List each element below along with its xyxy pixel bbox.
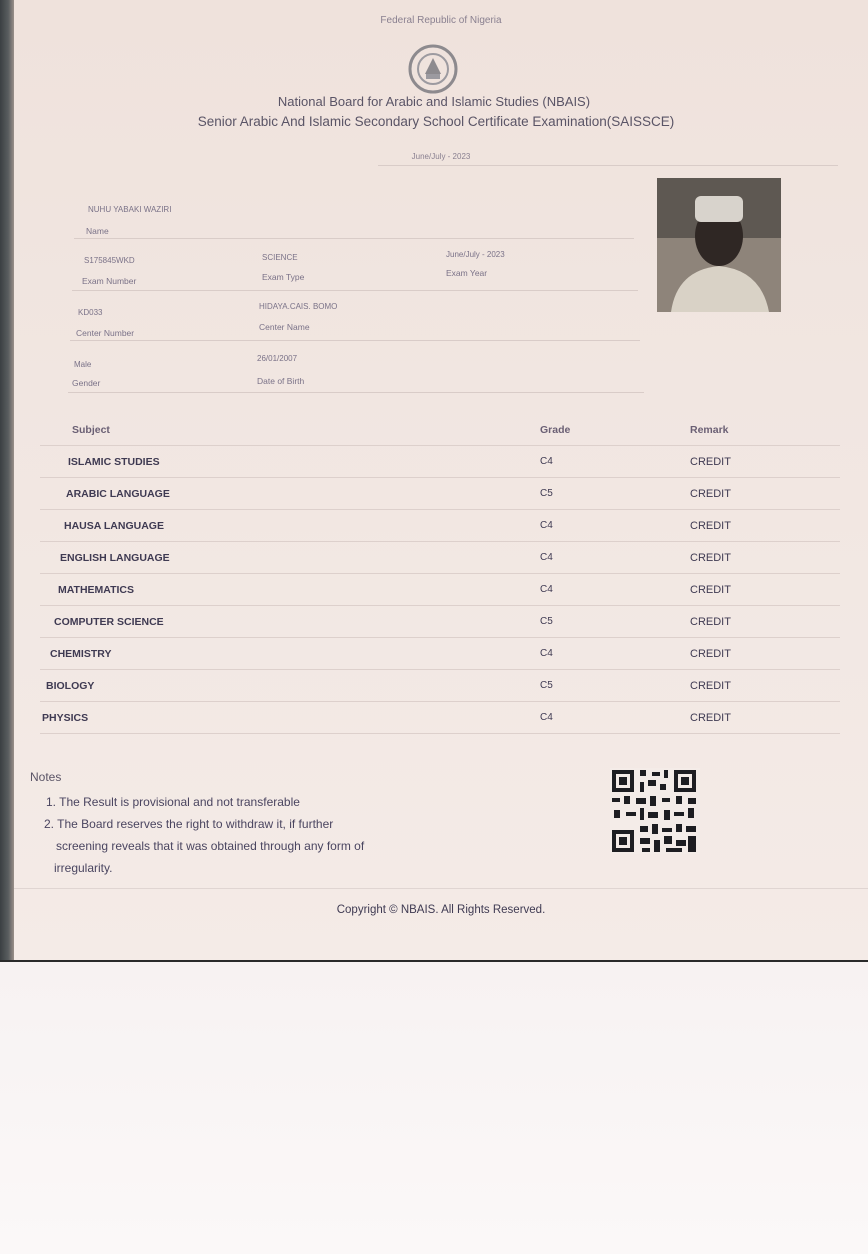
note-line: 2. The Board reserves the right to withdraw it, if further [44,817,334,831]
candidate-name: NUHU YABAKI WAZIRI [88,205,172,214]
background-surface [0,962,868,1254]
exam-type: SCIENCE [262,253,298,262]
remark-cell: CREDIT [690,510,840,542]
candidate-photo [657,178,781,312]
note-line: screening reveals that it was obtained through any form of [56,839,365,853]
table-row [40,606,840,638]
note-line: irregularity. [54,861,113,875]
grade-cell: C4 [540,446,690,478]
table-row [40,638,840,670]
remark-cell: CREDIT [690,478,840,510]
subject-cell: HAUSA LANGUAGE [40,510,540,542]
session-label: June/July - 2023 [411,152,471,161]
gender-label: Gender [72,378,101,388]
subject-cell: ENGLISH LANGUAGE [40,542,540,574]
subject-cell: ARABIC LANGUAGE [40,478,540,510]
grade-cell: C5 [540,606,690,638]
copyright-text: Copyright © NBAIS. All Rights Reserved. [336,904,546,916]
remark-cell: CREDIT [690,574,840,606]
qr-code-icon [610,768,700,854]
photo-left-edge [0,0,14,960]
subject-cell: BIOLOGY [40,670,540,702]
result-sheet [14,0,868,962]
exam-title: Senior Arabic And Islamic Secondary School Certificate Examination(SAISSCE) [197,114,675,129]
name-label: Name [86,226,109,236]
table-row [40,542,840,574]
date-of-birth-label: Date of Birth [257,376,305,386]
divider [378,165,838,166]
results-table [40,414,840,734]
subject-header: Subject [40,414,540,446]
grade-cell: C5 [540,478,690,510]
nbais-seal-icon [408,44,458,94]
subject-cell: COMPUTER SCIENCE [40,606,540,638]
exam-number: S175845WKD [84,256,135,265]
remark-cell: CREDIT [690,446,840,478]
candidate-portrait-icon [657,178,781,312]
grade-cell: C5 [540,670,690,702]
organization-title: National Board for Arabic and Islamic Studies (NBAIS) [277,94,591,109]
grade-cell: C4 [540,510,690,542]
remark-cell: CREDIT [690,638,840,670]
gender: Male [74,360,92,369]
table-row [40,702,840,734]
remark-cell: CREDIT [690,670,840,702]
date-of-birth: 26/01/2007 [257,354,298,363]
table-row [40,510,840,542]
notes-title: Notes [30,770,62,784]
grade-cell: C4 [540,638,690,670]
divider [72,290,638,291]
table-row [40,574,840,606]
note-line: 1. The Result is provisional and not transferable [46,795,300,809]
divider [74,238,634,239]
exam-type-label: Exam Type [262,272,305,282]
grade-header: Grade [540,414,690,446]
divider [68,392,644,393]
grade-cell: C4 [540,702,690,734]
table-header-row [40,414,840,446]
table-row [40,670,840,702]
grade-cell: C4 [540,574,690,606]
subject-cell: MATHEMATICS [40,574,540,606]
subject-cell: PHYSICS [40,702,540,734]
remark-cell: CREDIT [690,702,840,734]
divider [70,340,640,341]
table-row [40,478,840,510]
exam-year-label: Exam Year [446,268,488,278]
exam-year: June/July - 2023 [446,250,505,259]
exam-number-label: Exam Number [82,276,137,286]
remark-cell: CREDIT [690,606,840,638]
remark-cell: CREDIT [690,542,840,574]
center-number: KD033 [78,308,103,317]
subject-cell: CHEMISTRY [40,638,540,670]
remark-header: Remark [690,414,840,446]
center-number-label: Center Number [76,328,135,338]
subject-cell: ISLAMIC STUDIES [40,446,540,478]
country-heading: Federal Republic of Nigeria [380,15,502,26]
center-name-label: Center Name [259,322,310,332]
grade-cell: C4 [540,542,690,574]
table-row [40,446,840,478]
divider [14,888,868,889]
center-name: HIDAYA.CAIS. BOMO [259,302,338,311]
